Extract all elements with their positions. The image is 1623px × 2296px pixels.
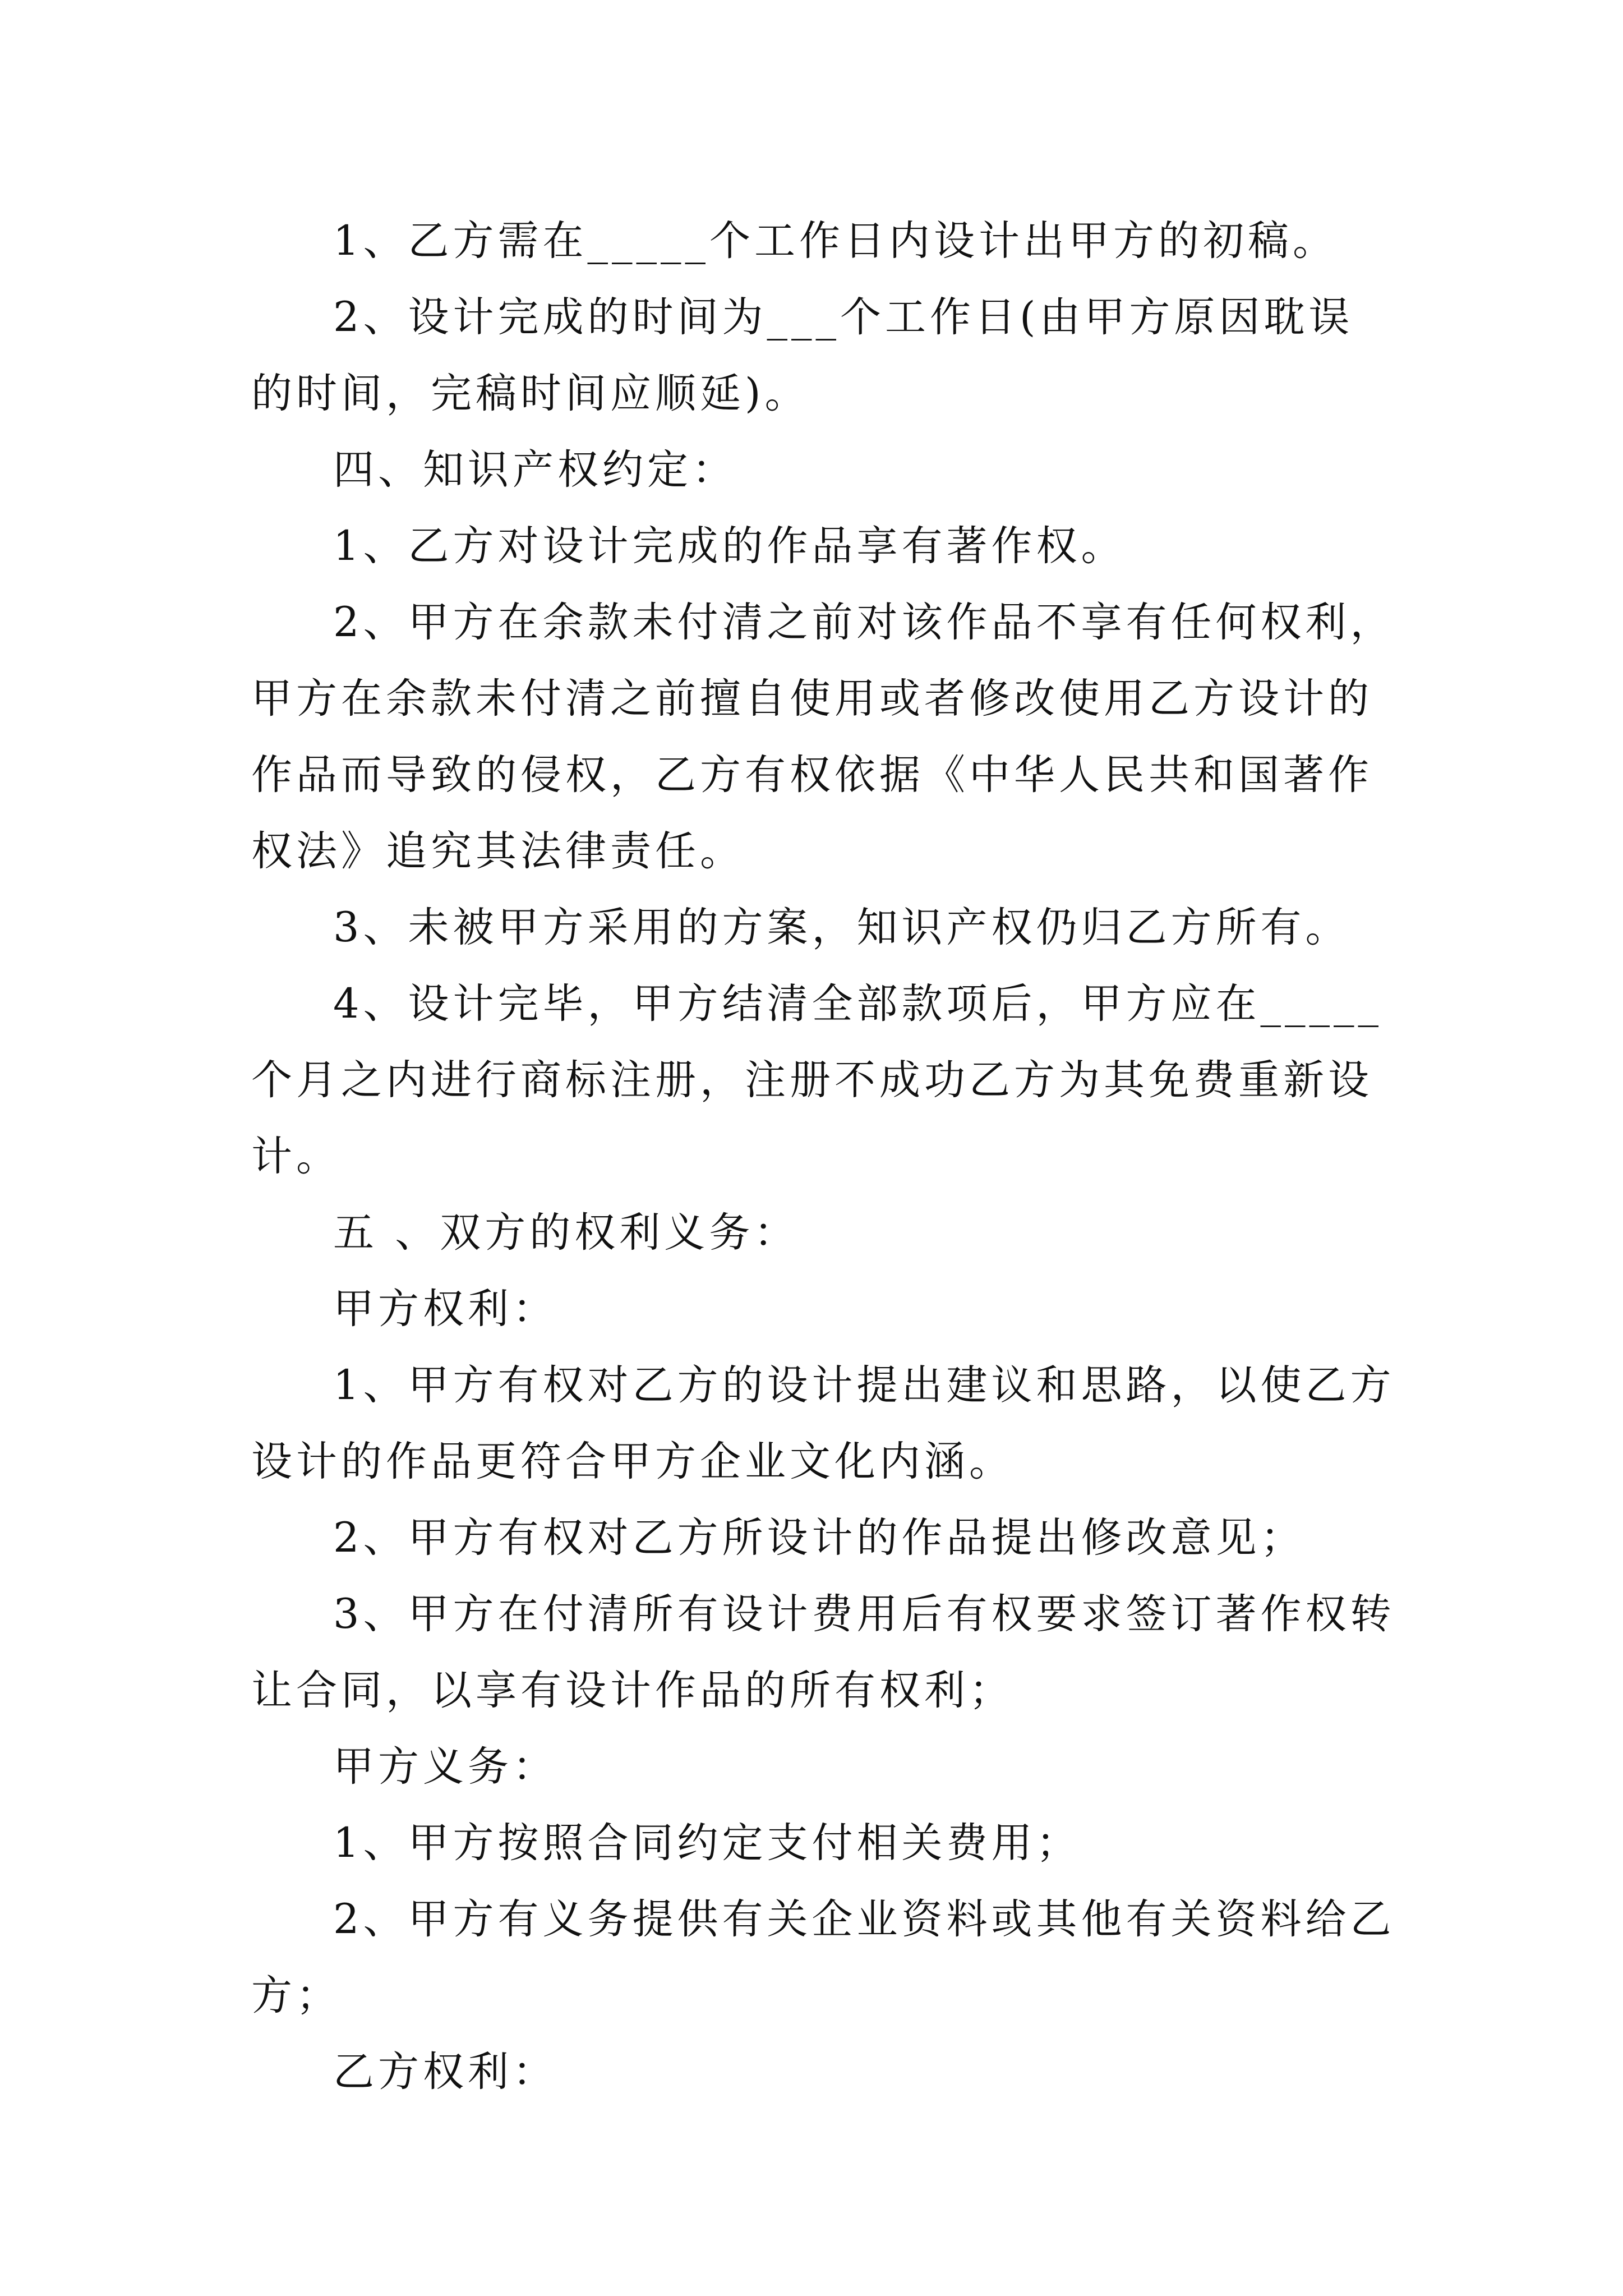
paragraph-ip-2: 2、甲方在余款未付清之前对该作品不享有任何权利，甲方在余款未付清之前擅自使用或者修改使用乙方设计的作品而导致的侵权，乙方有权依据《中华人民共和国著作权法》追究其法律责任。 (251, 599, 1395, 875)
paragraph-party-a-right-3: 3、甲方在付清所有设计费用后有权要求签订著作权转让合同，以享有设计作品的所有权利； (251, 1590, 1395, 1714)
paragraph-party-a-right-2: 2、甲方有权对乙方所设计的作品提出修改意见； (333, 1514, 1306, 1562)
paragraph-party-a-obligation-2: 2、甲方有义务提供有关企业资料或其他有关资料给乙方； (251, 1895, 1395, 2019)
paragraph-party-a-obligation-1: 1、甲方按照合同约定支付相关费用； (333, 1819, 1081, 1867)
document-body (251, 203, 1395, 2110)
paragraph-completion-time: 2、设计完成的时间为___个工作日(由甲方原因耽误的时间，完稿时间应顺延)。 (251, 293, 1354, 417)
subheading-party-a-rights: 甲方权利： (333, 1285, 557, 1333)
subheading-party-b-rights: 乙方权利： (333, 2048, 557, 2096)
paragraph-party-a-right-1: 1、甲方有权对乙方的设计提出建议和思路，以使乙方设计的作品更符合甲方企业文化内涵。 (251, 1361, 1395, 1485)
section-heading-rights-obligations: 五 、双方的权利义务： (333, 1209, 799, 1257)
section-heading-ip: 四、知识产权约定： (333, 446, 737, 494)
subheading-party-a-obligations: 甲方义务： (333, 1743, 557, 1791)
paragraph-ip-1: 1、乙方对设计完成的作品享有著作权。 (333, 522, 1126, 570)
paragraph-first-draft-deadline: 1、乙方需在_____个工作日内设计出甲方的初稿。 (333, 217, 1338, 265)
paragraph-ip-4: 4、设计完毕，甲方结清全部款项后，甲方应在_____个月之内进行商标注册，注册不成功乙方为其免费重新设计。 (251, 980, 1382, 1180)
paragraph-ip-3: 3、未被甲方采用的方案，知识产权仍归乙方所有。 (333, 904, 1350, 951)
